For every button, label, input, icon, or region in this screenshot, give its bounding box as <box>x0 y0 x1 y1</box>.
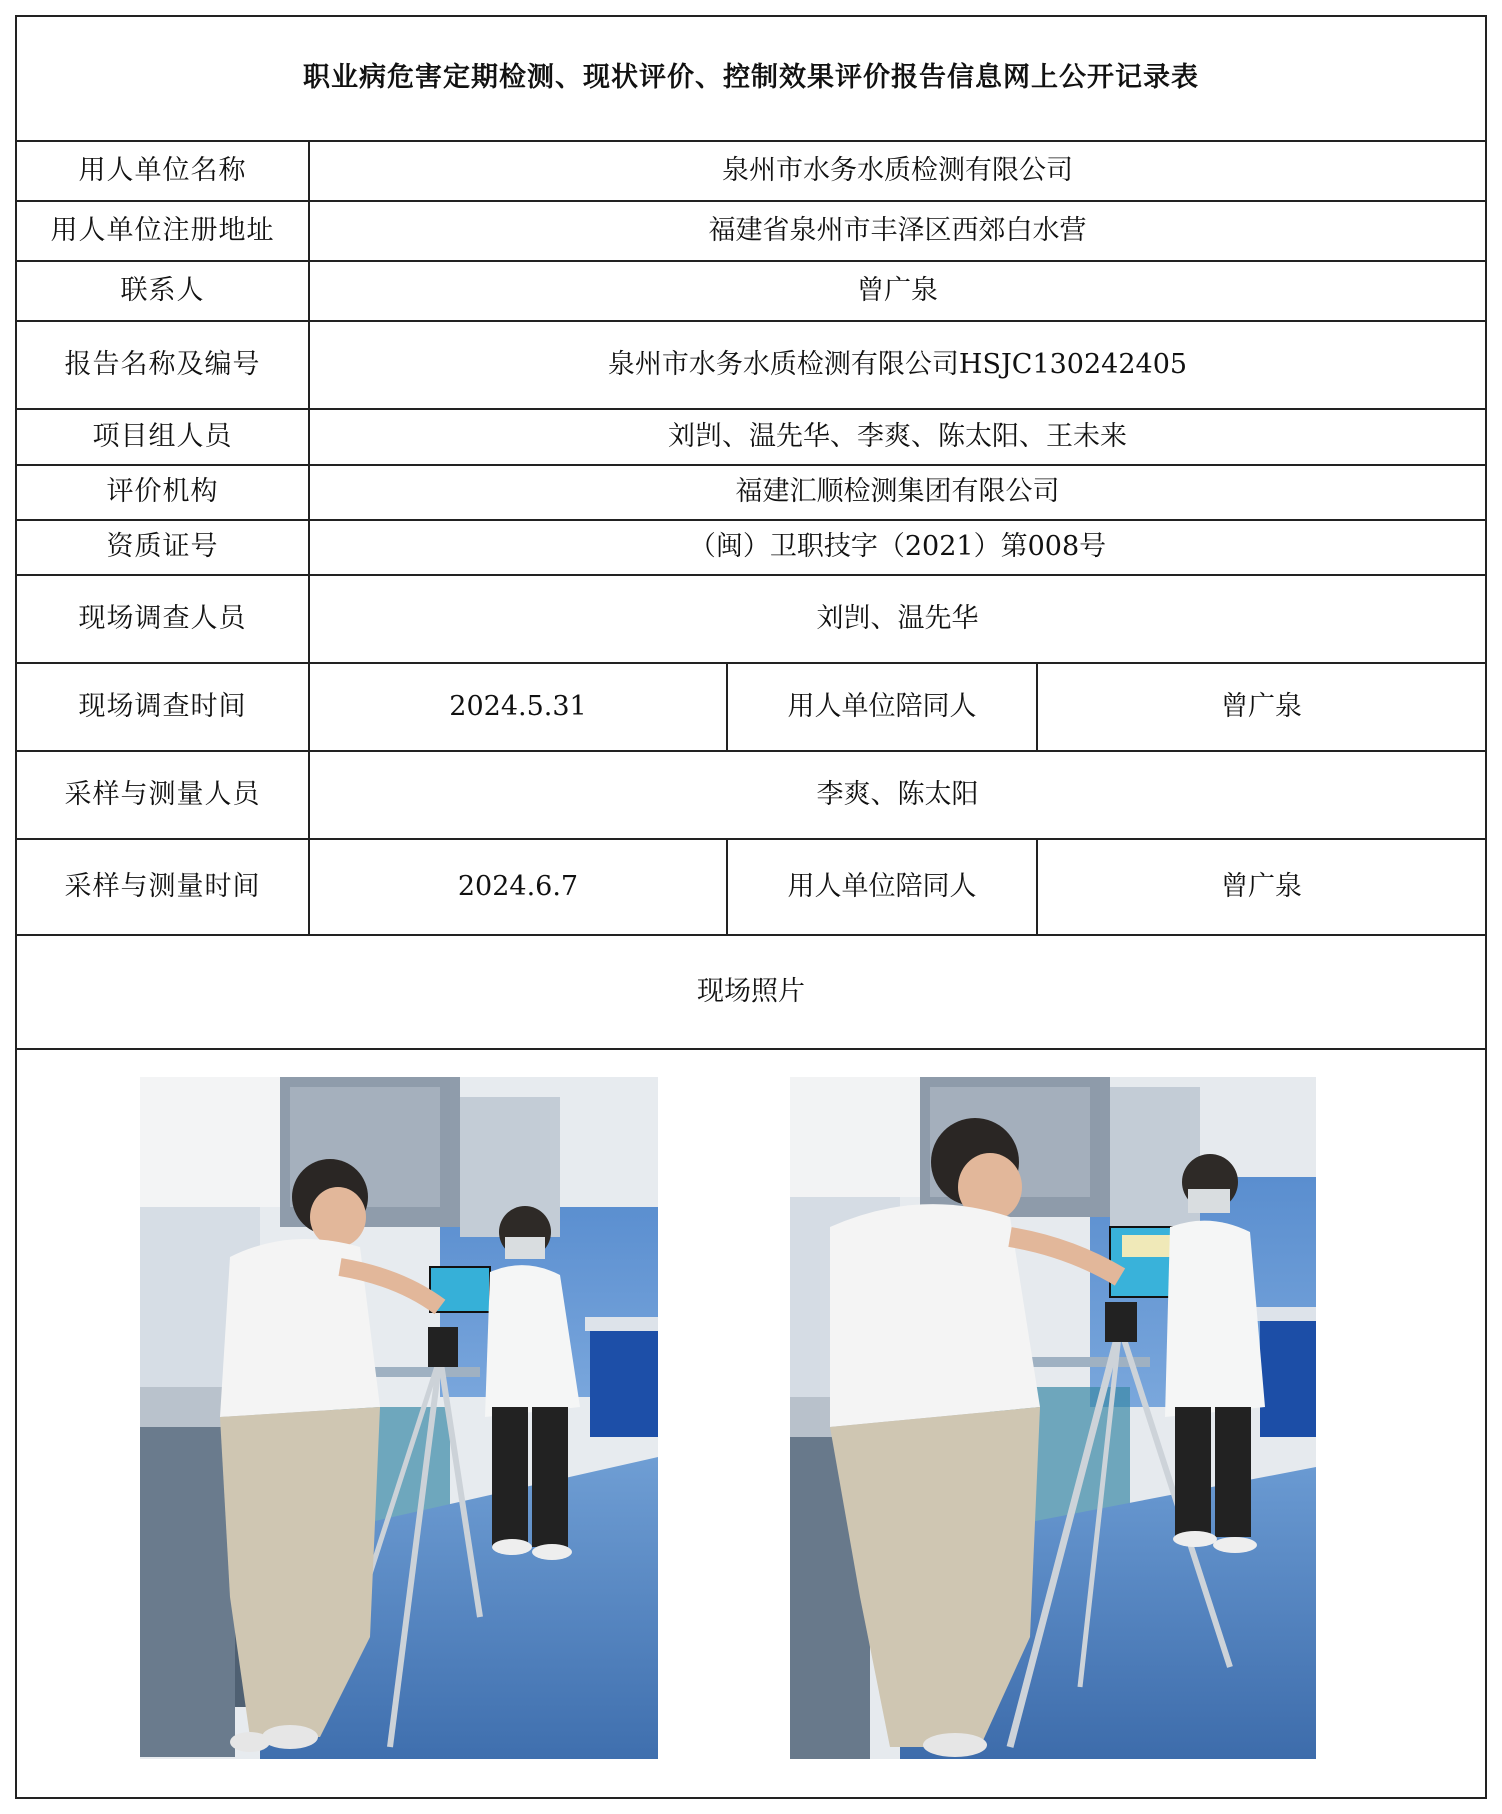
survey-companion-value: 曾广泉 <box>1037 663 1485 751</box>
contact-value: 曾广泉 <box>309 261 1485 321</box>
row-report <box>17 321 1485 409</box>
page-title: 职业病危害定期检测、现状评价、控制效果评价报告信息网上公开记录表 <box>17 17 1485 141</box>
row-contact <box>17 261 1485 321</box>
row-employer-address <box>17 201 1485 261</box>
record-sheet <box>15 15 1487 1799</box>
title-row <box>17 17 1485 141</box>
field-photo-2 <box>790 1077 1316 1759</box>
sampling-staff-label: 采样与测量人员 <box>17 751 309 839</box>
record-table <box>17 17 1485 1050</box>
row-sampling-staff <box>17 751 1485 839</box>
agency-label: 评价机构 <box>17 465 309 520</box>
sampling-staff-value: 李爽、陈太阳 <box>309 751 1485 839</box>
contact-label: 联系人 <box>17 261 309 321</box>
field-photo-sampling-1-icon <box>140 1077 658 1759</box>
sampling-companion-value: 曾广泉 <box>1037 839 1485 935</box>
report-value: 泉州市水务水质检测有限公司HSJC130242405 <box>309 321 1485 409</box>
field-photo-1 <box>140 1077 658 1759</box>
row-survey-staff <box>17 575 1485 663</box>
employer-address-label: 用人单位注册地址 <box>17 201 309 261</box>
employer-name-label: 用人单位名称 <box>17 141 309 201</box>
certificate-value: （闽）卫职技字（2021）第008号 <box>309 520 1485 575</box>
survey-time-value: 2024.5.31 <box>309 663 727 751</box>
employer-address-value: 福建省泉州市丰泽区西郊白水营 <box>309 201 1485 261</box>
row-certificate <box>17 520 1485 575</box>
field-photo-sampling-2-icon <box>790 1077 1316 1759</box>
survey-staff-value: 刘剀、温先华 <box>309 575 1485 663</box>
survey-companion-label: 用人单位陪同人 <box>727 663 1037 751</box>
team-label: 项目组人员 <box>17 409 309 465</box>
row-employer-name <box>17 141 1485 201</box>
sampling-companion-label: 用人单位陪同人 <box>727 839 1037 935</box>
row-agency <box>17 465 1485 520</box>
survey-time-label: 现场调查时间 <box>17 663 309 751</box>
certificate-label: 资质证号 <box>17 520 309 575</box>
sampling-time-value: 2024.6.7 <box>309 839 727 935</box>
row-team <box>17 409 1485 465</box>
employer-name-value: 泉州市水务水质检测有限公司 <box>309 141 1485 201</box>
report-label: 报告名称及编号 <box>17 321 309 409</box>
sampling-time-label: 采样与测量时间 <box>17 839 309 935</box>
row-photos-label <box>17 935 1485 1049</box>
photos-area <box>17 1047 1485 1797</box>
row-survey-time <box>17 663 1485 751</box>
photos-label: 现场照片 <box>17 935 1485 1049</box>
team-value: 刘剀、温先华、李爽、陈太阳、王未来 <box>309 409 1485 465</box>
agency-value: 福建汇顺检测集团有限公司 <box>309 465 1485 520</box>
survey-staff-label: 现场调查人员 <box>17 575 309 663</box>
row-sampling-time <box>17 839 1485 935</box>
